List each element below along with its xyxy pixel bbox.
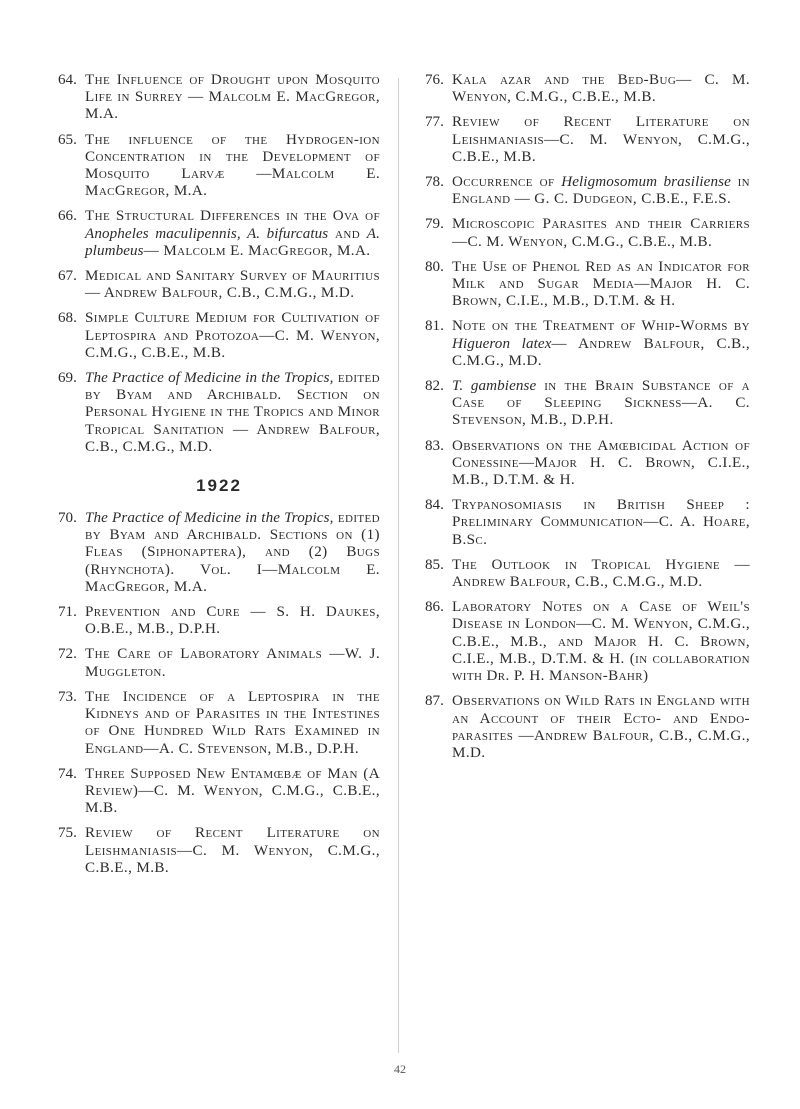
bibliography-entry	[58, 766, 380, 818]
entry-text	[452, 378, 750, 430]
entry-text	[452, 557, 750, 591]
bibliography-entry	[58, 72, 380, 124]
entry-number: 68.	[58, 310, 77, 327]
bibliography-entry	[425, 174, 750, 208]
entry-text-segment: — Andrew Balfour, C.B., C.M.G., M.D.	[452, 335, 750, 369]
entry-text	[85, 604, 380, 638]
bibliography-entry	[58, 132, 380, 201]
entry-text	[85, 208, 380, 260]
entry-number: 70.	[58, 510, 77, 527]
entry-text-segment: — Malcolm E. MacGregor, M.A.	[143, 242, 371, 259]
right-column	[425, 72, 750, 770]
bibliography-entry	[58, 825, 380, 877]
entry-text	[85, 510, 380, 596]
entry-text-segment: Simple Culture Medium for Cultivation of Leptospira and Protozoa—C. M. Wenyon, C.M.G., C.B.E., M.B.	[85, 310, 380, 361]
entries-list-after-year	[58, 510, 380, 877]
entry-text-segment: Review of Recent Literature on Leishmaniasis—C. M. Wenyon, C.M.G., C.B.E., M.B.	[85, 825, 380, 876]
entry-number: 64.	[58, 72, 77, 88]
bibliography-entry	[58, 268, 380, 302]
bibliography-entry	[425, 72, 750, 106]
column-divider	[398, 78, 399, 1053]
bibliography-entry	[425, 114, 750, 166]
entry-text-segment: in England — G. C. Dudgeon, C.B.E., F.E.S.	[452, 174, 750, 208]
entry-text	[85, 825, 380, 877]
entry-text	[452, 318, 750, 370]
entry-number: 79.	[425, 216, 444, 233]
entry-text-segment: Prevention and Cure — S. H. Daukes, O.B.E., M.B., D.P.H.	[85, 604, 380, 638]
entry-number: 85.	[425, 556, 444, 573]
entry-text-segment: in the Brain Substance of a Case of Sleeping Sickness—A. C. Stevenson, M.B., D.P.H.	[452, 378, 750, 429]
entry-number: 77.	[425, 114, 444, 131]
bibliography-entry	[58, 370, 380, 456]
bibliography-entry	[58, 208, 380, 260]
entry-number: 87.	[425, 693, 444, 710]
entry-number: 84.	[425, 497, 444, 514]
year-heading: 1922	[196, 476, 242, 496]
entries-list-before-year	[58, 72, 380, 456]
entry-text	[85, 370, 380, 456]
entry-text-segment: and	[328, 225, 367, 242]
bibliography-entry	[425, 497, 750, 549]
entry-text	[85, 766, 380, 818]
bibliography-entry	[425, 318, 750, 370]
entry-number: 78.	[425, 174, 444, 191]
bibliography-entry	[425, 693, 750, 762]
entry-text-segment: The Care of Laboratory Animals —W. J. Muggleton.	[85, 646, 380, 680]
bibliography-entry	[425, 378, 750, 430]
bibliography-entry	[425, 557, 750, 591]
entry-text-segment: Three Supposed New Entamœbæ of Man (A Review)—C. M. Wenyon, C.M.G., C.B.E., M.B.	[85, 765, 380, 817]
entry-text-segment: The Influence of Drought upon Mosquito Life in Surrey — Malcolm E. MacGregor, M.A.	[85, 72, 380, 123]
entries-list-right	[425, 72, 750, 762]
entry-text	[452, 599, 750, 685]
entry-number: 74.	[58, 765, 77, 782]
entry-italic-title: The Practice of Medicine in the Tropics,	[85, 510, 334, 527]
entry-text-segment: The Outlook in Tropical Hygiene —Andrew Balfour, C.B., C.M.G., M.D.	[452, 556, 750, 591]
entry-text	[452, 259, 750, 311]
entry-number: 75.	[58, 825, 77, 842]
entry-italic-title: A. plumbeus	[85, 225, 380, 259]
entry-italic-title: Heligmosomum brasiliense	[561, 174, 731, 191]
entry-text-segment: Trypanosomiasis in British Sheep : Preliminary Communication—C. A. Hoare, B.Sc.	[452, 497, 750, 548]
entry-text-segment: The Use of Phenol Red as an Indicator for Milk and Sugar Media—Major H. C. Brown, C.I.E., M.B., D.T.M. & H.	[452, 258, 750, 310]
entry-text-segment: Occurrence of	[452, 174, 562, 191]
entry-text-segment: edited by Byam and Archibald. Sections on (1) Fleas (Siphonaptera), and (2) Bugs (Rhynchota). Vol. I—Malcolm E. MacGregor, M.A.	[85, 510, 380, 595]
bibliography-entry	[58, 310, 380, 362]
entry-number: 83.	[425, 437, 444, 454]
bibliography-entry	[58, 646, 380, 680]
entry-number: 80.	[425, 258, 444, 275]
entry-text	[452, 72, 750, 106]
entry-text-segment: Medical and Sanitary Survey of Mauritius — Andrew Balfour, C.B., C.M.G., M.D.	[85, 268, 380, 302]
entry-text	[452, 216, 750, 250]
entry-text	[85, 268, 380, 302]
left-column	[58, 72, 380, 885]
entry-number: 81.	[425, 318, 444, 335]
entry-text	[452, 497, 750, 549]
entry-text-segment: The Incidence of a Leptospira in the Kidneys and of Parasites in the Intestines of One Hundred Wild Rats Examined in England—A. C. Stevenson, M.B., D.P.H.	[85, 688, 380, 757]
entry-number: 69.	[58, 370, 77, 387]
bibliography-entry	[58, 604, 380, 638]
entry-text	[85, 310, 380, 362]
entry-italic-title: The Practice of Medicine in the Tropics,	[85, 370, 334, 387]
entry-text	[85, 72, 380, 124]
entry-text-segment: Review of Recent Literature on Leishmaniasis—C. M. Wenyon, C.M.G., C.B.E., M.B.	[452, 114, 750, 165]
entry-text-segment: Laboratory Notes on a Case of Weil's Disease in London—C. M. Wenyon, C.M.G., C.B.E., M.B., and Major H. C. Brown, C.I.E., M.B., D.T.M. & H. (in collaboration with Dr. P. H. Manson-Bahr)	[452, 599, 750, 685]
entry-number: 67.	[58, 268, 77, 285]
entry-text	[85, 689, 380, 758]
entry-text	[452, 693, 750, 762]
entry-text-segment: The Structural Differences in the Ova of	[85, 208, 380, 225]
entry-text	[452, 174, 750, 208]
page-number: 42	[394, 1062, 406, 1076]
bibliography-entry	[58, 510, 380, 596]
entry-text	[452, 438, 750, 490]
entry-text-segment: Note on the Treatment of Whip-Worms by	[452, 318, 750, 335]
entry-number: 82.	[425, 378, 444, 395]
entry-text	[85, 132, 380, 201]
entry-italic-title: Higueron latex	[452, 335, 552, 352]
entry-italic-title: T. gambiense	[452, 378, 537, 395]
entry-number: 65.	[58, 131, 77, 148]
entry-number: 73.	[58, 688, 77, 705]
entry-number: 86.	[425, 599, 444, 616]
entry-italic-title: Anopheles maculipennis, A. bifurcatus	[85, 225, 329, 242]
entry-text-segment: The influence of the Hydrogen-ion Concentration in the Development of Mosquito Larvæ —Malcolm E. MacGregor, M.A.	[85, 131, 380, 200]
bibliography-entry	[425, 216, 750, 250]
entry-number: 66.	[58, 208, 77, 225]
bibliography-entry	[425, 259, 750, 311]
entry-text	[85, 646, 380, 680]
entry-text-segment: Kala azar and the Bed-Bug— C. M. Wenyon, C.M.G., C.B.E., M.B.	[452, 72, 750, 106]
bibliography-entry	[425, 438, 750, 490]
entry-text-segment: Observations on Wild Rats in England with an Account of their Ecto- and Endo-parasites —Andrew Balfour, C.B., C.M.G., M.D.	[452, 693, 750, 761]
bibliography-entry	[58, 689, 380, 758]
entry-text-segment: edited by Byam and Archibald. Section on Personal Hygiene in the Tropics and Minor Tropical Sanitation — Andrew Balfour, C.B., C.M.G., M.D.	[85, 370, 380, 455]
entry-number: 72.	[58, 646, 77, 663]
entry-text-segment: Observations on the Amœbicidal Action of Conessine—Major H. C. Brown, C.I.E., M.B., D.T.M. & H.	[452, 437, 750, 489]
bibliography-entry	[425, 599, 750, 685]
entry-text	[452, 114, 750, 166]
entry-number: 71.	[58, 604, 77, 621]
entry-text-segment: Microscopic Parasites and their Carriers—C. M. Wenyon, C.M.G., C.B.E., M.B.	[452, 216, 750, 250]
entry-number: 76.	[425, 72, 444, 88]
